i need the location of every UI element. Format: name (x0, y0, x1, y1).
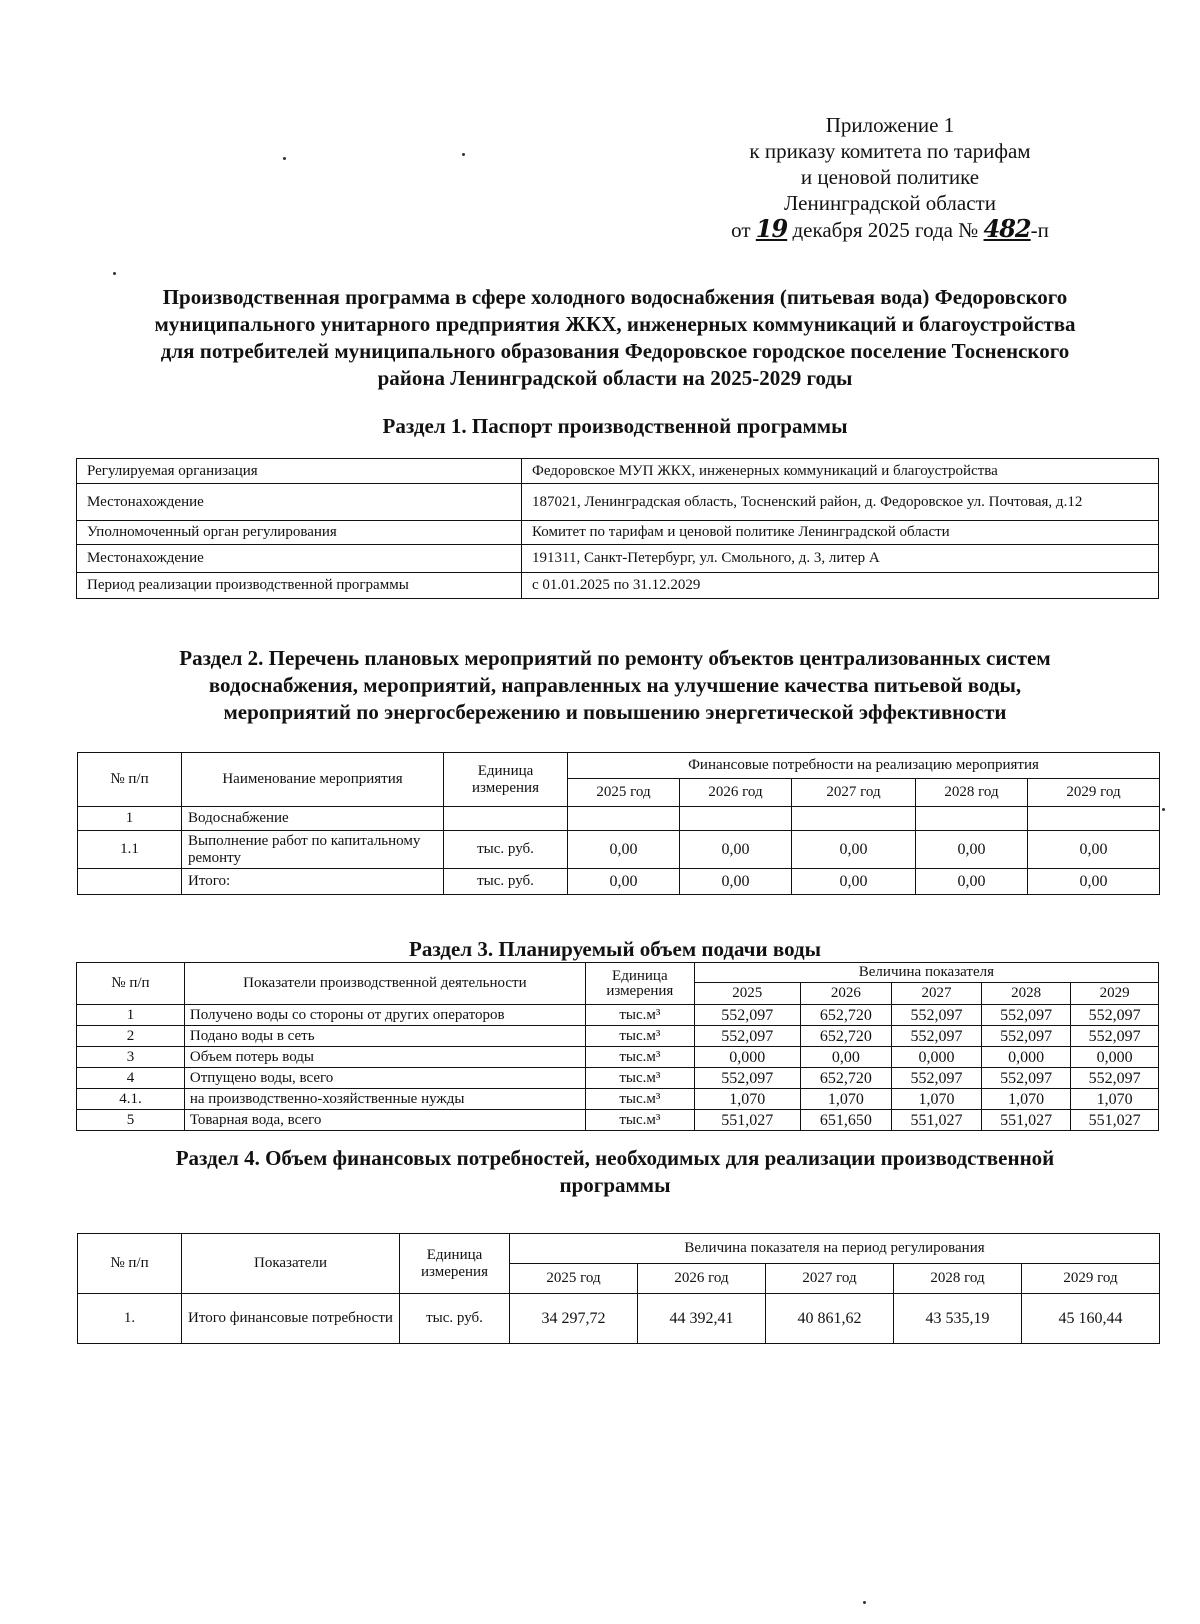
row-value: 1,070 (694, 1089, 800, 1110)
row-name: Получено воды со стороны от других операторов (184, 1005, 585, 1026)
row-unit (444, 807, 568, 831)
measure-row (78, 807, 1160, 831)
passport-label: Местонахождение (77, 545, 522, 573)
title-line: района Ленинградской области на 2025-2029 годы (377, 366, 853, 390)
row-name: Товарная вода, всего (184, 1110, 585, 1131)
row-value: 0,000 (1071, 1047, 1159, 1068)
row-unit: тыс.м³ (585, 1026, 694, 1047)
water-volume-table (76, 962, 1159, 1131)
row-unit: тыс. руб. (444, 869, 568, 895)
scan-speck (863, 1601, 866, 1604)
handwritten-day: 19 (755, 214, 788, 243)
year-header: 2027 год (766, 1264, 894, 1294)
row-value: 552,097 (981, 1068, 1071, 1089)
row-value: 552,097 (981, 1005, 1071, 1026)
year-header: 2025 год (568, 779, 680, 807)
title-line: для потребителей муниципального образования Федоровское городское поселение Тосненского (160, 339, 1070, 363)
col-header-name: Наименование мероприятия (182, 753, 444, 807)
row-name: Итого финансовые потребности (182, 1294, 400, 1344)
section3-title: Раздел 3. Планируемый объем подачи воды (409, 937, 821, 961)
document-title (80, 284, 1150, 392)
row-value: 552,097 (694, 1005, 800, 1026)
row-value: 552,097 (892, 1068, 982, 1089)
passport-value: Комитет по тарифам и ценовой политике Ленинградской области (522, 521, 1159, 545)
row-value: 652,720 (800, 1068, 892, 1089)
date-middle: декабря 2025 года № (792, 218, 979, 242)
row-name: Отпущено воды, всего (184, 1068, 585, 1089)
passport-row (77, 484, 1159, 521)
water-row (77, 1089, 1159, 1110)
row-value: 0,000 (694, 1047, 800, 1068)
col-header-name: Показатели (182, 1234, 400, 1294)
row-value: 652,720 (800, 1026, 892, 1047)
col-header-num: № п/п (77, 963, 185, 1005)
section1-title: Раздел 1. Паспорт производственной программы (382, 414, 848, 438)
row-value: 1,070 (1071, 1089, 1159, 1110)
row-value: 43 535,19 (894, 1294, 1022, 1344)
row-value: 552,097 (1071, 1026, 1159, 1047)
row-unit: тыс.м³ (585, 1005, 694, 1026)
year-header: 2026 (800, 983, 892, 1005)
row-num: 4.1. (77, 1089, 185, 1110)
row-value: 0,00 (800, 1047, 892, 1068)
row-value: 552,097 (1071, 1068, 1159, 1089)
row-value: 651,650 (800, 1110, 892, 1131)
year-header: 2028 (981, 983, 1071, 1005)
row-value: 551,027 (981, 1110, 1071, 1131)
year-header: 2025 (694, 983, 800, 1005)
row-value: 551,027 (694, 1110, 800, 1131)
row-value: 552,097 (694, 1068, 800, 1089)
year-header: 2029 (1071, 983, 1159, 1005)
year-header: 2026 год (638, 1264, 766, 1294)
year-header: 2029 год (1022, 1264, 1160, 1294)
row-value: 1,070 (892, 1089, 982, 1110)
section4-title (80, 1145, 1150, 1199)
passport-row (77, 459, 1159, 484)
row-unit: тыс. руб. (444, 831, 568, 869)
row-value: 0,00 (568, 831, 680, 869)
row-value: 552,097 (892, 1005, 982, 1026)
row-num: 4 (77, 1068, 185, 1089)
row-name: Подано воды в сеть (184, 1026, 585, 1047)
row-value (916, 807, 1028, 831)
row-num: 1 (77, 1005, 185, 1026)
year-header: 2029 год (1028, 779, 1160, 807)
row-value: 0,00 (680, 869, 792, 895)
row-name: Итого: (182, 869, 444, 895)
section4-title-line: Раздел 4. Объем финансовых потребностей, необходимых для реализации производственной (175, 1146, 1055, 1170)
section4-title-line: программы (559, 1173, 671, 1197)
row-value: 552,097 (1071, 1005, 1159, 1026)
passport-label: Местонахождение (77, 484, 522, 521)
appendix-line: Ленинградской области (784, 191, 996, 215)
passport-table (76, 458, 1159, 599)
col-header-group: Величина показателя (694, 963, 1158, 983)
number-suffix: -п (1030, 218, 1049, 242)
row-value: 551,027 (892, 1110, 982, 1131)
year-header: 2028 год (916, 779, 1028, 807)
row-value: 0,00 (792, 831, 916, 869)
passport-value: Федоровское МУП ЖКХ, инженерных коммуникаций и благоустройства (522, 459, 1159, 484)
col-header-num: № п/п (78, 753, 182, 807)
col-header-num: № п/п (78, 1234, 182, 1294)
title-line: Производственная программа в сфере холодного водоснабжения (питьевая вода) Федоровского (162, 285, 1068, 309)
appendix-line: Приложение 1 (825, 113, 955, 137)
row-value: 0,00 (568, 869, 680, 895)
row-value: 0,00 (916, 831, 1028, 869)
finance-row (78, 1294, 1160, 1344)
row-value: 0,00 (680, 831, 792, 869)
row-num (78, 869, 182, 895)
row-value: 0,000 (981, 1047, 1071, 1068)
passport-row (77, 545, 1159, 573)
scan-speck (113, 272, 116, 275)
passport-row (77, 573, 1159, 599)
col-header-unit: Единица измерения (444, 753, 568, 807)
row-unit: тыс.м³ (585, 1110, 694, 1131)
row-unit: тыс.м³ (585, 1068, 694, 1089)
water-row (77, 1110, 1159, 1131)
row-name: на производственно-хозяйственные нужды (184, 1089, 585, 1110)
water-row (77, 1005, 1159, 1026)
row-value: 0,000 (892, 1047, 982, 1068)
section2-title-line: мероприятий по энергосбережению и повышению энергетической эффективности (223, 700, 1007, 724)
row-value: 0,00 (916, 869, 1028, 895)
row-value: 551,027 (1071, 1110, 1159, 1131)
row-value: 0,00 (1028, 869, 1160, 895)
row-value: 45 160,44 (1022, 1294, 1160, 1344)
col-header-group: Финансовые потребности на реализацию мероприятия (568, 753, 1160, 779)
year-header: 2025 год (510, 1264, 638, 1294)
scan-speck (1162, 808, 1165, 811)
year-header: 2027 год (792, 779, 916, 807)
measures-table (77, 752, 1160, 895)
row-unit: тыс.м³ (585, 1089, 694, 1110)
scan-speck (462, 153, 465, 156)
row-value: 1,070 (800, 1089, 892, 1110)
date-prefix: от (731, 218, 751, 242)
row-value: 34 297,72 (510, 1294, 638, 1344)
row-value: 0,00 (792, 869, 916, 895)
col-header-group: Величина показателя на период регулирования (510, 1234, 1160, 1264)
passport-value: 191311, Санкт-Петербург, ул. Смольного, д. 3, литер А (522, 545, 1159, 573)
finance-table (77, 1233, 1160, 1344)
row-value: 552,097 (694, 1026, 800, 1047)
section2-title (80, 645, 1150, 726)
row-value: 0,00 (1028, 831, 1160, 869)
appendix-line: к приказу комитета по тарифам (749, 139, 1031, 163)
row-unit: тыс.м³ (585, 1047, 694, 1068)
row-unit: тыс. руб. (400, 1294, 510, 1344)
row-value: 552,097 (892, 1026, 982, 1047)
row-num: 3 (77, 1047, 185, 1068)
row-value: 552,097 (981, 1026, 1071, 1047)
row-value (1028, 807, 1160, 831)
row-value (568, 807, 680, 831)
row-num: 5 (77, 1110, 185, 1131)
section2-title-line: Раздел 2. Перечень плановых мероприятий по ремонту объектов централизованных систем (179, 646, 1051, 670)
year-header: 2028 год (894, 1264, 1022, 1294)
passport-label: Регулируемая организация (77, 459, 522, 484)
col-header-unit: Единица измерения (585, 963, 694, 1005)
water-row (77, 1068, 1159, 1089)
passport-value: 187021, Ленинградская область, Тосненский район, д. Федоровское ул. Почтовая, д.12 (522, 484, 1159, 521)
water-row (77, 1026, 1159, 1047)
order-date-line (700, 216, 1080, 243)
section2-title-line: водоснабжения, мероприятий, направленных на улучшение качества питьевой воды, (208, 673, 1022, 697)
scan-speck (283, 157, 286, 160)
row-num: 1 (78, 807, 182, 831)
row-value: 1,070 (981, 1089, 1071, 1110)
row-value (792, 807, 916, 831)
row-value: 40 861,62 (766, 1294, 894, 1344)
water-row (77, 1047, 1159, 1068)
row-name: Водоснабжение (182, 807, 444, 831)
year-header: 2026 год (680, 779, 792, 807)
measure-row (78, 831, 1160, 869)
appendix-line: и ценовой политике (800, 165, 980, 189)
row-value: 44 392,41 (638, 1294, 766, 1344)
measure-row (78, 869, 1160, 895)
row-num: 1. (78, 1294, 182, 1344)
passport-value: с 01.01.2025 по 31.12.2029 (522, 573, 1159, 599)
row-value (680, 807, 792, 831)
col-header-name: Показатели производственной деятельности (184, 963, 585, 1005)
title-line: муниципального унитарного предприятия ЖКХ, инженерных коммуникаций и благоустройства (154, 312, 1076, 336)
handwritten-number: 482 (983, 214, 1031, 243)
passport-row (77, 521, 1159, 545)
row-num: 1.1 (78, 831, 182, 869)
passport-label: Период реализации производственной программы (77, 573, 522, 599)
year-header: 2027 (892, 983, 982, 1005)
row-name: Выполнение работ по капитальному ремонту (182, 831, 444, 869)
col-header-unit: Единица измерения (400, 1234, 510, 1294)
appendix-header (700, 112, 1080, 243)
passport-label: Уполномоченный орган регулирования (77, 521, 522, 545)
row-value: 652,720 (800, 1005, 892, 1026)
row-name: Объем потерь воды (184, 1047, 585, 1068)
row-num: 2 (77, 1026, 185, 1047)
